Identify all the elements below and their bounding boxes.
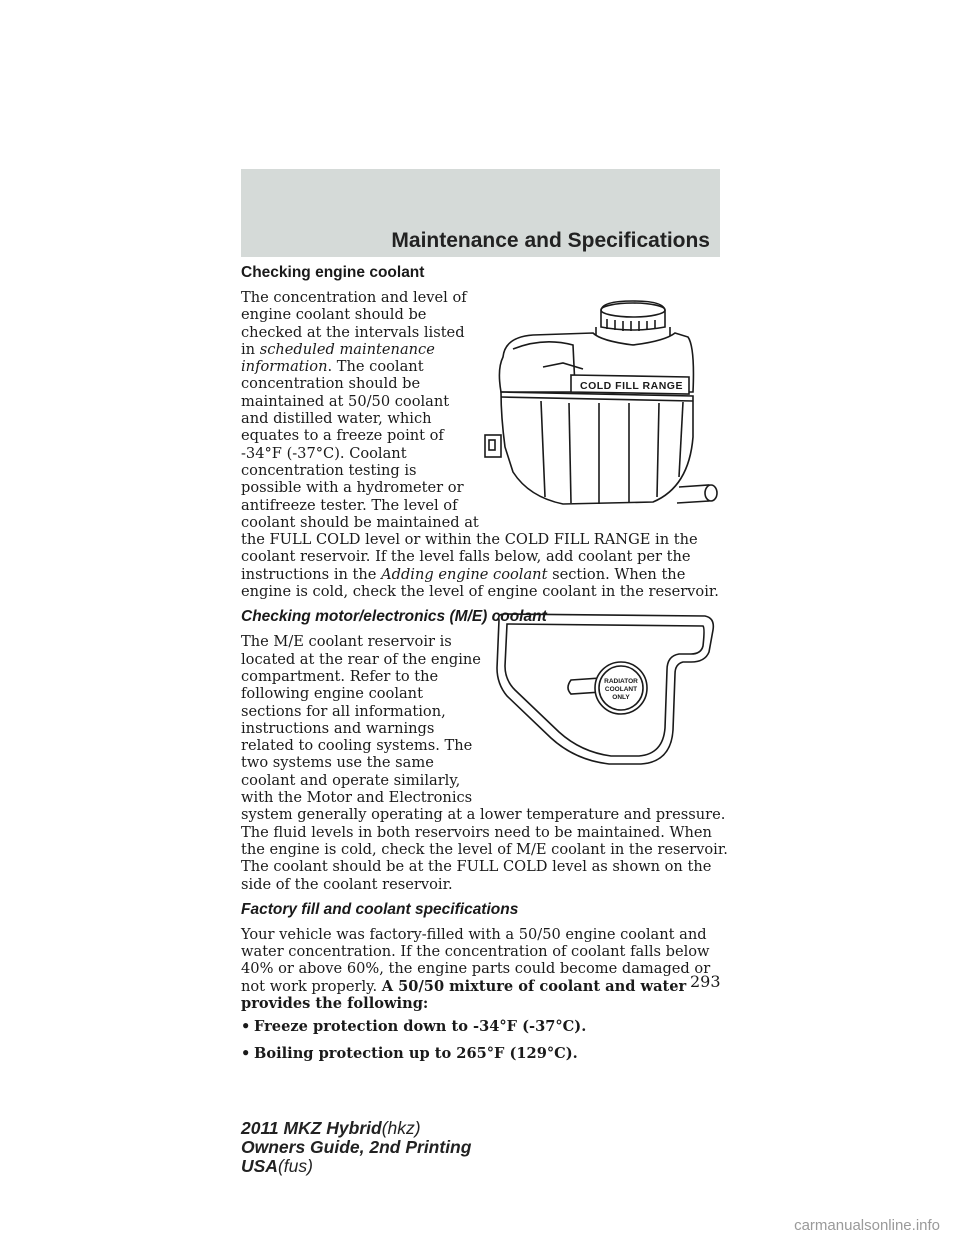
text-bold-segment: A 50/50 mixture of coolant and water provides the following: xyxy=(241,977,687,1012)
heading-factory-fill: Factory fill and coolant specifications xyxy=(241,900,519,918)
watermark: carmanualsonline.info xyxy=(794,1217,940,1234)
text-ref-adding-coolant: Adding engine coolant xyxy=(381,565,548,583)
text-segment: . The coolant concentration should be maintained at 50/50 coolant and distilled water, which equates to a freeze point of -34°F (-37°C). Coolant concentration testing is possible with a hydrometer or antifreeze tester. The level of coolant should be maintained at the FULL COLD level or within the COLD FILL RANGE in the coolant reservoir. If the level falls below, add coolant per the instructions in the xyxy=(241,358,698,583)
heading-me-coolant: Checking motor/electronics (M/E) coolant xyxy=(241,608,547,626)
page-number: 293 xyxy=(690,972,721,991)
footer-line-2 xyxy=(241,1138,471,1157)
page-content xyxy=(241,264,731,1071)
list-item: • Boiling protection up to 265°F (129°C). xyxy=(241,1044,578,1062)
document-footer xyxy=(241,1119,471,1176)
cold-fill-range-label: COLD FILL RANGE xyxy=(580,380,683,392)
text-ref-scheduled: scheduled maintenance information xyxy=(241,340,435,376)
footer-model-code: (hkz) xyxy=(381,1118,421,1138)
text-segment: Your vehicle was factory-filled with a 50/50 engine coolant and water concentration. If the concentration of coolant falls below 40% or above 60%, the engine parts could become damaged or not work properly. xyxy=(241,925,711,995)
header-band xyxy=(241,169,720,257)
footer-line-3 xyxy=(241,1157,471,1176)
radiator-cap-text-3: ONLY xyxy=(612,694,630,701)
section-title: Maintenance and Specifications xyxy=(391,229,710,252)
text-segment: The concentration and level of engine coolant should be checked at the intervals listed in xyxy=(241,289,467,358)
paragraph-engine-coolant xyxy=(241,289,731,600)
footer-market-code: (fus) xyxy=(277,1156,313,1176)
heading-checking-engine-coolant: Checking engine coolant xyxy=(241,264,425,281)
paragraph-me-coolant: The M/E coolant reservoir is located at the rear of the engine compartment. Refer to the following engine coolant sections for all information, instructions and warnings related to cooling systems. The two systems use the same coolant and operate similarly, with the Motor and Electronics system generally operating at a lower temperature and pressure. The fluid levels in both reservoirs need to be maintained. When the engine is cold, check the level of M/E coolant in the reservoir. The coolant should be at the FULL COLD level as shown on the side of the coolant reservoir. xyxy=(241,633,731,892)
paragraph-factory-fill xyxy=(241,926,731,1012)
footer-line-1 xyxy=(241,1119,471,1138)
bullet-text: Boiling protection up to 265°F (129°C). xyxy=(254,1044,578,1062)
spec-bullet-list xyxy=(241,1018,731,1062)
radiator-cap-text-2: COOLANT xyxy=(604,686,638,693)
footer-market: USA xyxy=(241,1156,278,1176)
figure-spacer xyxy=(481,289,731,531)
bullet-text: Freeze protection down to -34°F (-37°C). xyxy=(254,1018,587,1036)
footer-model: 2011 MKZ Hybrid xyxy=(241,1118,382,1138)
list-item: • Freeze protection down to -34°F (-37°C). xyxy=(241,1018,587,1036)
radiator-cap-text-1: RADIATOR xyxy=(604,678,638,685)
figure-spacer xyxy=(481,633,731,790)
text-segment: section. When the engine is cold, check the level of engine coolant in the reservoir. xyxy=(241,565,719,601)
footer-guide: Owners Guide, 2nd Printing xyxy=(241,1137,472,1157)
